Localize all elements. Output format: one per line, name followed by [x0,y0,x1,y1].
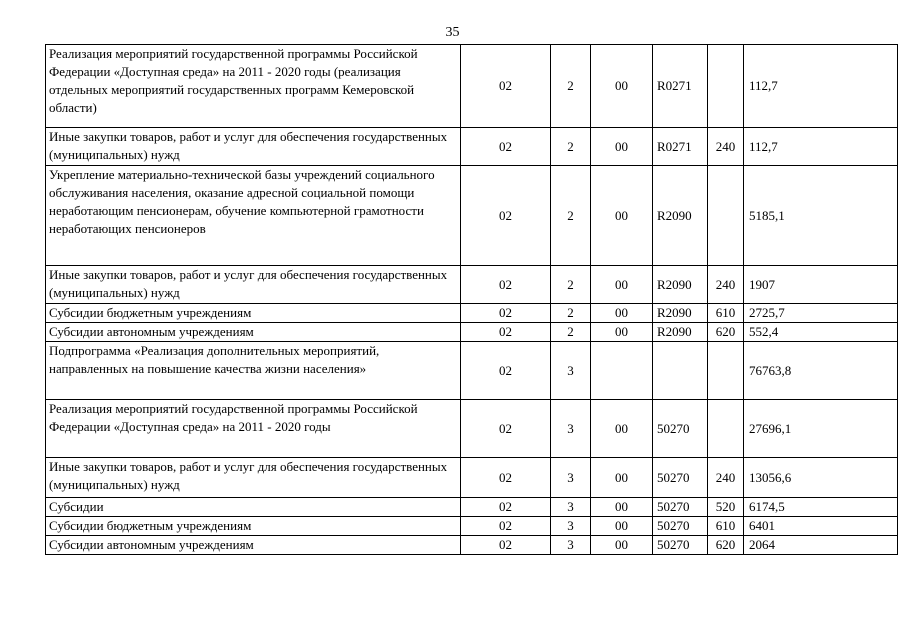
row-program: 3 [551,342,591,400]
row-name: Иные закупки товаров, работ и услуг для обеспечения государственных (муниципальных) нужд [46,458,461,498]
row-sum: 2725,7 [744,304,898,323]
row-subprogram: 00 [591,266,653,304]
page-number: 35 [445,25,460,40]
row-program: 3 [551,400,591,458]
table-row [46,458,898,498]
table-row [46,498,898,517]
row-direction: 50270 [653,536,708,555]
row-name: Субсидии автономным учреждениям [46,323,461,342]
row-subprogram: 00 [591,536,653,555]
row-direction: 50270 [653,498,708,517]
row-sum: 552,4 [744,323,898,342]
row-sum: 2064 [744,536,898,555]
row-direction: 50270 [653,458,708,498]
row-expense-type: 610 [708,304,744,323]
row-expense-type [708,342,744,400]
row-direction: 50270 [653,400,708,458]
row-program: 2 [551,45,591,128]
row-name: Иные закупки товаров, работ и услуг для обеспечения государственных (муниципальных) нужд [46,128,461,166]
row-name: Реализация мероприятий государственной программы Российской Федерации «Доступная среда» на 2011 - 2020 годы [46,400,461,458]
row-expense-type: 240 [708,128,744,166]
table-row [46,304,898,323]
row-name: Субсидии бюджетным учреждениям [46,304,461,323]
row-program: 3 [551,458,591,498]
row-ministry: 02 [461,304,551,323]
table-row [46,342,898,400]
row-subprogram: 00 [591,304,653,323]
row-sum: 13056,6 [744,458,898,498]
table-body [46,45,898,555]
row-sum: 76763,8 [744,342,898,400]
row-sum: 1907 [744,266,898,304]
row-expense-type: 520 [708,498,744,517]
row-expense-type [708,166,744,266]
row-ministry: 02 [461,128,551,166]
row-program: 3 [551,498,591,517]
row-name: Реализация мероприятий государственной программы Российской Федерации «Доступная среда» на 2011 - 2020 годы (реализация отдельных мероприятий государственных программ Кемеровской области) [46,45,461,128]
row-subprogram: 00 [591,166,653,266]
row-expense-type: 240 [708,266,744,304]
row-subprogram: 00 [591,45,653,128]
row-subprogram: 00 [591,458,653,498]
row-subprogram: 00 [591,128,653,166]
row-name: Укрепление материально-технической базы учреждений социального обслуживания населения, оказание адресной социальной помощи неработающим пенсионерам, обучение компьютерной грамотности неработающих пенсионеров [46,166,461,266]
row-direction: R2090 [653,304,708,323]
row-direction [653,342,708,400]
row-name: Субсидии бюджетным учреждениям [46,517,461,536]
row-sum: 112,7 [744,45,898,128]
row-ministry: 02 [461,517,551,536]
row-ministry: 02 [461,323,551,342]
row-name: Подпрограмма «Реализация дополнительных мероприятий, направленных на повышение качества жизни населения» [46,342,461,400]
table-row [46,323,898,342]
row-sum: 6174,5 [744,498,898,517]
row-ministry: 02 [461,45,551,128]
row-sum: 27696,1 [744,400,898,458]
row-ministry: 02 [461,266,551,304]
row-program: 3 [551,536,591,555]
row-expense-type: 620 [708,323,744,342]
row-direction: R0271 [653,128,708,166]
row-direction: R2090 [653,166,708,266]
table-row [46,400,898,458]
row-subprogram: 00 [591,323,653,342]
row-program: 2 [551,304,591,323]
row-ministry: 02 [461,166,551,266]
row-program: 2 [551,266,591,304]
row-subprogram: 00 [591,517,653,536]
table-row [46,517,898,536]
table-row [46,266,898,304]
row-subprogram: 00 [591,400,653,458]
row-program: 2 [551,128,591,166]
row-expense-type [708,400,744,458]
table-row [46,45,898,128]
row-ministry: 02 [461,458,551,498]
row-direction: 50270 [653,517,708,536]
row-name: Субсидии [46,498,461,517]
row-ministry: 02 [461,342,551,400]
row-ministry: 02 [461,536,551,555]
row-expense-type: 610 [708,517,744,536]
row-sum: 5185,1 [744,166,898,266]
row-ministry: 02 [461,400,551,458]
row-ministry: 02 [461,498,551,517]
table-row [46,536,898,555]
row-program: 3 [551,517,591,536]
row-direction: R2090 [653,323,708,342]
row-name: Субсидии автономным учреждениям [46,536,461,555]
table-row [46,166,898,266]
row-program: 2 [551,323,591,342]
row-expense-type [708,45,744,128]
row-subprogram: 00 [591,498,653,517]
row-sum: 6401 [744,517,898,536]
row-program: 2 [551,166,591,266]
row-direction: R0271 [653,45,708,128]
row-expense-type: 240 [708,458,744,498]
row-sum: 112,7 [744,128,898,166]
row-direction: R2090 [653,266,708,304]
row-name: Иные закупки товаров, работ и услуг для обеспечения государственных (муниципальных) нужд [46,266,461,304]
budget-table [45,44,898,555]
table-row [46,128,898,166]
row-expense-type: 620 [708,536,744,555]
row-subprogram [591,342,653,400]
